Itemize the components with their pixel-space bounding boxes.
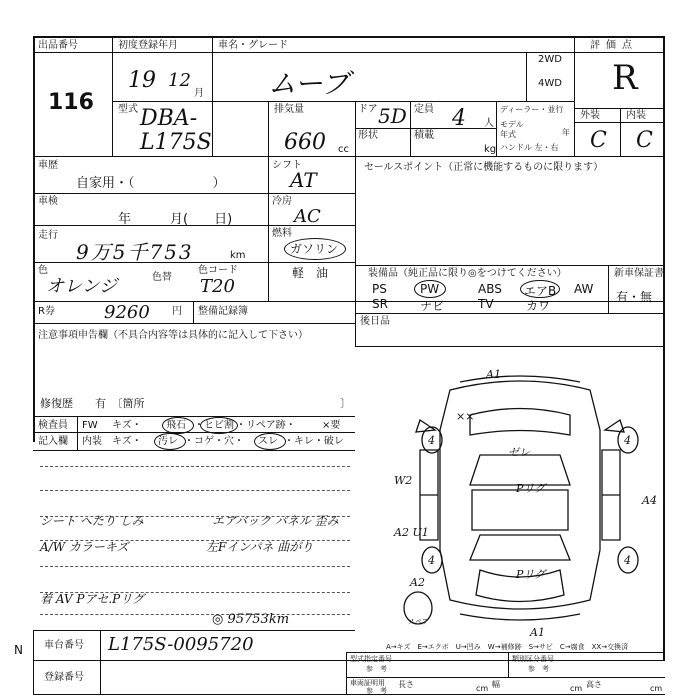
mark-tire-fl: 4 <box>428 434 435 447</box>
inspection-value: 年 月( 日) <box>118 212 233 227</box>
history-value: 自家用・（ ） <box>76 176 226 191</box>
remark-3: 着 AV Pアセ.Pリグ <box>40 592 144 606</box>
type-code: L175S <box>140 130 212 155</box>
interior-label: 内装 <box>626 110 646 121</box>
equip-aw: AW <box>574 282 594 296</box>
door-value: 5D <box>378 104 407 128</box>
equip-pw: PW <box>420 282 440 296</box>
shape-label: 形状 <box>358 130 378 141</box>
capacity-value: 4 <box>452 106 466 131</box>
exterior-label: 外装 <box>580 110 600 121</box>
exterior-grade: C <box>590 128 607 153</box>
odo-note: ◎ 95753km <box>212 612 290 627</box>
equip-tv: TV <box>478 297 494 311</box>
inspect-fw: FW <box>82 420 98 431</box>
first-reg-month-suffix: 月 <box>194 88 204 99</box>
recycle-value: 9260 <box>104 302 150 323</box>
score-value: R <box>612 58 638 98</box>
frame-top <box>33 36 665 38</box>
load-unit: kg <box>484 144 497 155</box>
fuel-gasoline: ガソリン <box>290 242 339 256</box>
mark-left-rear: A2 U1 <box>394 526 429 539</box>
name-label: 車名・グレード <box>218 40 288 51</box>
model-year-suffix: 年 <box>562 128 570 137</box>
repair-label: 修復歴 有 〔箇所 <box>40 397 145 410</box>
mark-cross: ×× <box>456 410 475 423</box>
length-label: 長さ <box>398 680 414 689</box>
length-unit: cm <box>476 684 489 693</box>
recycle-unit: 円 <box>172 306 182 317</box>
inspect-repair: ・リペア跡・ <box>236 420 296 431</box>
lot-number: 116 <box>48 90 94 115</box>
mark-rear-roof: Pリグ <box>516 568 546 581</box>
equip-abs: ABS <box>478 282 502 296</box>
load-label: 積載 <box>414 130 434 141</box>
shift-value: AT <box>290 168 317 192</box>
capacity-unit: 人 <box>484 118 494 129</box>
category-ref: 参 考 <box>528 665 549 673</box>
history-label: 車歴 <box>38 160 58 171</box>
mark-tire-fr: 4 <box>624 434 631 447</box>
mark-rear: A1 <box>530 626 545 639</box>
mileage-unit: km <box>230 250 246 261</box>
record-cut: ・キレ・破レ <box>284 436 344 447</box>
warranty-label: 新車保証書 <box>614 268 664 279</box>
mark-spare: スペア <box>408 618 429 626</box>
car-diagram <box>380 360 670 640</box>
color-code-label: 色コード <box>198 265 238 276</box>
n-mark: N <box>14 643 23 657</box>
equip-ps: PS <box>372 282 387 296</box>
record-scratch: キズ・ <box>112 436 142 447</box>
equip-navi: ナビ <box>420 299 445 313</box>
mileage-value: 9万5千753 <box>76 240 194 264</box>
inspect-stone: 飛石 <box>166 420 186 431</box>
remark-2: A/W カラーキズ <box>40 540 129 554</box>
height-label: 高さ <box>586 680 602 689</box>
mark-left-side: W2 <box>394 474 413 487</box>
interior-grade: C <box>636 128 653 153</box>
chassis-label: 車台番号 <box>44 640 84 651</box>
cert-ref: 参 考 <box>366 687 387 695</box>
mark-spare-a2: A2 <box>410 576 425 589</box>
ac-value: AC <box>294 206 321 227</box>
inspect-need: ×要 <box>322 420 341 431</box>
color-code-value: T20 <box>200 276 235 297</box>
mark-front: A1 <box>486 368 501 381</box>
mileage-label: 走行 <box>38 230 58 241</box>
drive-2wd: 2WD <box>538 54 562 65</box>
mark-tire-rl: 4 <box>428 554 435 567</box>
displacement-label: 排気量 <box>274 104 304 115</box>
inspect-label: 検査員 <box>38 420 68 431</box>
remark-1: シート へたり しみ <box>40 514 144 528</box>
displacement-value: 660 <box>284 130 326 155</box>
door-label: ドア <box>358 104 378 115</box>
cert-label: 車両証明用 <box>350 679 385 687</box>
lot-label: 出品番号 <box>38 40 78 51</box>
fuel-diesel: 軽 油 <box>292 266 329 280</box>
category-label: 類別区分番号 <box>512 655 554 663</box>
type-ref: 参 考 <box>366 665 387 673</box>
record-wear: スレ <box>258 436 278 447</box>
equip-sr: SR <box>372 297 388 311</box>
color-change-label: 色替 <box>152 272 172 283</box>
width-unit: cm <box>570 684 583 693</box>
height-unit: cm <box>650 684 663 693</box>
first-reg-month: 12 <box>168 70 191 91</box>
inspect-crack: ヒビ割 <box>204 420 234 431</box>
inspect-sep: ・ <box>194 420 204 431</box>
record-interior: 内装 <box>82 436 102 447</box>
capacity-label: 定員 <box>414 104 434 115</box>
diagram-legend: A→キズ E→エクボ U→凹み W→補修跡 S→サビ C→腐食 XX→交換済 <box>386 643 629 651</box>
maint-label: 整備記録簿 <box>198 306 248 317</box>
equip-leather: カワ <box>526 299 551 313</box>
width-label: 幅 <box>492 680 500 689</box>
equip-airbag: エアB <box>524 284 557 298</box>
equipment-title: 装備品（純正品に限り◎をつけてください） <box>368 268 567 279</box>
ac-label: 冷房 <box>272 196 292 207</box>
recycle-label: R券 <box>38 306 55 317</box>
car-name: ムーブ <box>268 67 350 100</box>
mark-windshield: ゼレ <box>508 446 530 459</box>
mark-roof: Pリグ <box>516 482 546 495</box>
color-label: 色 <box>38 265 48 276</box>
mark-right-side: A4 <box>642 494 657 507</box>
dealer-label: ディーラー・並行 <box>500 105 564 114</box>
model-year-label: モデル 年式 <box>500 120 524 139</box>
mark-tire-rr: 4 <box>624 554 631 567</box>
chassis-value: L175S-0095720 <box>108 634 254 655</box>
type-designation: 型式指定番号 <box>350 655 392 663</box>
record-dirt: 汚レ <box>158 436 178 447</box>
remark-2b: 左Fインパネ 曲がり <box>206 540 314 554</box>
record-label: 記入欄 <box>38 436 68 447</box>
first-reg-label: 初度登録年月 <box>118 40 178 51</box>
first-reg-year: 19 <box>128 68 156 93</box>
sales-title: セールスポイント（正常に機能するものに限ります） <box>364 162 604 173</box>
shift-label: シフト <box>272 160 302 171</box>
handle-label: ハンドル 左・右 <box>500 143 559 152</box>
score-label: 評価点 <box>590 40 638 51</box>
repair-close: 〕 <box>340 397 351 410</box>
remark-1b: エアバック パネル 歪み <box>212 514 339 528</box>
inspection-label: 車検 <box>38 196 58 207</box>
color-value: オレンジ <box>46 276 118 297</box>
type-label: 型式 <box>118 104 138 115</box>
inspect-scratch: キズ・ <box>112 420 142 431</box>
record-burn: ・コゲ・穴・ <box>184 436 244 447</box>
fuel-label: 燃料 <box>272 228 292 239</box>
drive-4wd: 4WD <box>538 78 562 89</box>
warranty-value: 有・無 <box>616 290 653 304</box>
back-label: 後日品 <box>360 316 390 327</box>
notes-title: 注意事項申告欄（不具合内容等は具体的に記入して下さい） <box>38 330 308 341</box>
displacement-unit: cc <box>338 144 349 155</box>
frame-left <box>33 36 35 442</box>
reg-label: 登録番号 <box>44 672 84 683</box>
type-prefix: DBA- <box>140 106 198 131</box>
